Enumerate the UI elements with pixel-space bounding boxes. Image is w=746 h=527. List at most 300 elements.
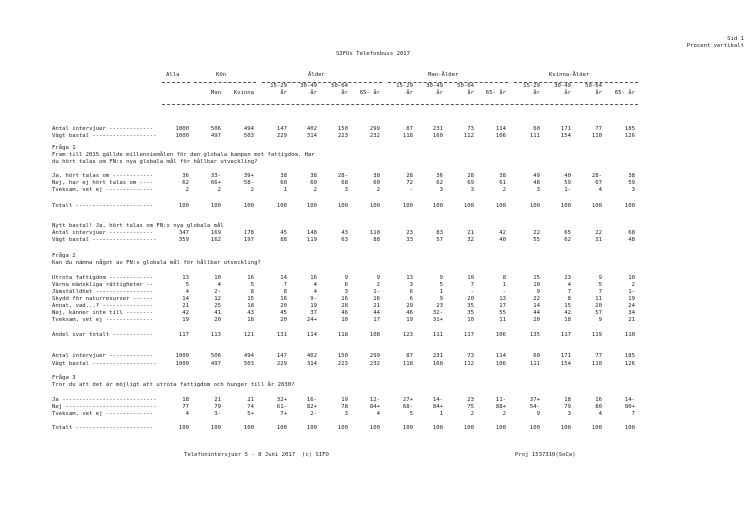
rule-group [194, 82, 256, 83]
table-cell: 31 [595, 237, 602, 243]
table-cell: 27+ [402, 397, 413, 403]
table-cell: 1- [628, 289, 635, 295]
table-cell: 100 [432, 203, 443, 209]
table-cell: 15 [564, 303, 571, 309]
table-cell: 100 [529, 203, 540, 209]
table-cell: 80 [595, 404, 602, 410]
group-kon: Kön [216, 72, 227, 78]
table-cell: 2 [502, 187, 506, 193]
table-cell: 16 [341, 296, 348, 302]
column-header: 15-29 [270, 83, 287, 89]
table-cell: 69 [467, 180, 474, 186]
table-cell: 10 [467, 317, 474, 323]
table-cell: 160 [432, 133, 443, 139]
question-text: Fram till 2015 gällde millenniemålen för den globala kampen mot fattigdom. Har [52, 152, 315, 158]
table-cell: 3 [470, 187, 474, 193]
table-cell: 2 [631, 282, 635, 288]
table-cell: 126 [624, 133, 635, 139]
table-cell: 73 [467, 353, 474, 359]
table-cell: 16 [280, 296, 287, 302]
table-cell: 100 [369, 203, 380, 209]
table-cell: 14- [432, 397, 443, 403]
table-cell: 100 [463, 203, 474, 209]
table-cell: 87 [406, 353, 413, 359]
column-header: 30-49 [300, 83, 317, 89]
table-cell: 494 [243, 126, 254, 132]
row-label: Nej, känner inte till -------- [52, 310, 154, 316]
table-cell: 14- [624, 397, 635, 403]
table-cell: 2 [217, 187, 221, 193]
table-cell: 4 [217, 282, 221, 288]
table-cell: 22 [595, 230, 602, 236]
table-cell: 119 [591, 332, 602, 338]
table-cell: 100 [243, 425, 254, 431]
table-cell: 84+ [432, 404, 443, 410]
table-cell: 100 [624, 203, 635, 209]
table-cell: 88+ [495, 404, 506, 410]
table-cell: 23 [436, 303, 443, 309]
table-cell: 19 [310, 303, 317, 309]
table-cell: 1 [283, 187, 287, 193]
table-cell: 33 [406, 237, 413, 243]
table-cell: 66+ [210, 180, 221, 186]
row-label: Antal intervjuer ------------- [52, 126, 154, 132]
table-cell: 74 [247, 404, 254, 410]
table-cell: 402 [306, 353, 317, 359]
table-cell: 5 [409, 411, 413, 417]
table-cell: 5 [439, 282, 443, 288]
table-cell: 9 [536, 289, 540, 295]
table-cell: 61 [499, 180, 506, 186]
table-cell: 3 [344, 187, 348, 193]
table-cell: 117 [463, 332, 474, 338]
table-cell: 110 [369, 230, 380, 236]
table-cell: 10 [467, 275, 474, 281]
table-cell: 5 [250, 282, 254, 288]
table-cell: 7 [567, 289, 571, 295]
table-cell: 65 [564, 230, 571, 236]
table-cell: 11 [595, 296, 602, 302]
table-cell: 59 [628, 180, 635, 186]
column-header: Man [210, 90, 221, 96]
table-cell: 150 [337, 126, 348, 132]
table-cell: 37+ [529, 397, 540, 403]
table-cell: 68- [402, 404, 413, 410]
table-cell: 62 [182, 180, 189, 186]
footer-source: Telefonintervjuer 5 - 8 Juni 2017 (c) SIFO [184, 452, 329, 458]
table-cell: 171 [560, 353, 571, 359]
table-cell: - [409, 187, 413, 193]
table-cell: 42 [182, 310, 189, 316]
table-cell: 13 [182, 275, 189, 281]
table-cell: 60 [533, 353, 540, 359]
row-label: Vägt bastal ------------------- [52, 237, 157, 243]
table-cell: 154 [560, 133, 571, 139]
table-cell: 59 [564, 180, 571, 186]
table-cell: 44 [533, 310, 540, 316]
table-cell: 3 [631, 187, 635, 193]
table-cell: 11 [499, 317, 506, 323]
table-cell: 114 [495, 353, 506, 359]
table-cell: 13 [406, 275, 413, 281]
table-cell: 4 [376, 411, 380, 417]
table-cell: 1 [502, 282, 506, 288]
table-cell: 42 [499, 230, 506, 236]
row-label: Nej --------------------------- [52, 404, 157, 410]
question-title: Fråga 1 [52, 145, 76, 151]
percent-type: Procent vertikalt [686, 43, 744, 49]
table-cell: 8 [502, 275, 506, 281]
table-cell: 19 [182, 317, 189, 323]
table-cell: 100 [402, 425, 413, 431]
table-cell: 100 [432, 425, 443, 431]
table-cell: 82+ [306, 404, 317, 410]
table-cell: 118 [337, 332, 348, 338]
table-cell: 19 [628, 296, 635, 302]
table-cell: 18 [564, 317, 571, 323]
table-cell: 16 [373, 296, 380, 302]
table-cell: 23 [564, 275, 571, 281]
table-cell: 112 [463, 361, 474, 367]
table-cell: 3 [344, 289, 348, 295]
row-label: Vägt bastal ------------------- [52, 361, 157, 367]
table-cell: 29 [406, 303, 413, 309]
row-label: Ja ---------------------------- [52, 397, 157, 403]
table-cell: 2 [376, 282, 380, 288]
column-header: år [280, 90, 287, 96]
table-cell: 10 [533, 282, 540, 288]
table-cell: 68 [341, 180, 348, 186]
table-cell: 4 [567, 282, 571, 288]
table-cell: 3- [214, 411, 221, 417]
table-cell: 41 [214, 310, 221, 316]
question-text: du hört talas om FN:s nya globala mål för hållbar utveckling? [52, 159, 258, 165]
table-cell: 20 [214, 317, 221, 323]
table-cell: 100 [495, 425, 506, 431]
column-header: år [467, 90, 474, 96]
table-cell: 58- [243, 180, 254, 186]
table-cell: 10 [214, 275, 221, 281]
table-cell: 38 [310, 173, 317, 179]
table-cell: 2 [250, 187, 254, 193]
table-cell: 4 [185, 289, 189, 295]
row-label: Utrota fattigdom ------------- [52, 275, 154, 281]
rule-group [162, 82, 190, 83]
column-header: 65- år [485, 90, 506, 96]
table-cell: 18 [564, 397, 571, 403]
table-cell: 19 [341, 397, 348, 403]
table-cell: 32+ [276, 397, 287, 403]
table-cell: 197 [243, 237, 254, 243]
table-cell: 113 [210, 332, 221, 338]
group-alder: Ålder [308, 72, 325, 78]
table-cell: 20 [595, 303, 602, 309]
table-cell: 32- [432, 310, 443, 316]
table-cell: 506 [210, 126, 221, 132]
table-cell: 10 [341, 317, 348, 323]
question-title: Fråga 3 [52, 375, 76, 381]
table-cell: 3 [536, 187, 540, 193]
table-cell: 118 [402, 361, 413, 367]
table-cell: 25 [214, 303, 221, 309]
row-label: Vägt bastal ------------------- [52, 133, 157, 139]
table-cell: 232 [369, 361, 380, 367]
table-cell: 111 [432, 332, 443, 338]
table-cell: 1000 [175, 353, 189, 359]
table-cell: 9 [598, 275, 602, 281]
table-cell: 83 [436, 230, 443, 236]
table-cell: 299 [369, 353, 380, 359]
table-cell: 4 [185, 411, 189, 417]
table-cell: 11- [495, 397, 506, 403]
table-cell: 24 [628, 303, 635, 309]
table-cell: 87 [406, 126, 413, 132]
table-cell: 7 [631, 411, 635, 417]
table-cell: 7 [470, 282, 474, 288]
table-cell: 119 [306, 237, 317, 243]
table-cell: 100 [337, 425, 348, 431]
column-header: år [595, 90, 602, 96]
table-cell: 42 [564, 310, 571, 316]
table-cell: 108 [369, 332, 380, 338]
table-cell: 16 [595, 397, 602, 403]
table-cell: 229 [276, 133, 287, 139]
table-cell: 61- [276, 404, 287, 410]
table-cell: 43 [341, 230, 348, 236]
column-header: 50-64 [457, 83, 474, 89]
column-header: år [341, 90, 348, 96]
table-cell: 7+ [280, 411, 287, 417]
table-cell: 150 [337, 353, 348, 359]
table-cell: 148 [306, 230, 317, 236]
table-cell: 497 [210, 133, 221, 139]
table-cell: 100 [210, 425, 221, 431]
table-cell: 38 [280, 173, 287, 179]
table-cell: 100 [210, 203, 221, 209]
table-cell: 359 [178, 237, 189, 243]
table-cell: 9 [598, 317, 602, 323]
table-cell: 299 [369, 126, 380, 132]
table-cell: 1000 [175, 126, 189, 132]
table-cell: 48 [628, 237, 635, 243]
table-cell: 1 [439, 289, 443, 295]
table-cell: 20 [280, 303, 287, 309]
table-cell: 178 [243, 230, 254, 236]
table-cell: 4 [313, 289, 317, 295]
table-cell: 35 [467, 310, 474, 316]
footer-project: Proj 1537310(SoCe) [515, 452, 576, 458]
table-cell: 14 [280, 275, 287, 281]
table-cell: 60 [280, 180, 287, 186]
table-cell: 117 [178, 332, 189, 338]
table-cell: 12- [369, 397, 380, 403]
table-cell: 18 [182, 397, 189, 403]
table-cell: 16 [310, 275, 317, 281]
table-cell: 28 [467, 173, 474, 179]
table-cell: 15 [247, 296, 254, 302]
table-cell: 9 [439, 296, 443, 302]
table-cell: 16- [306, 397, 317, 403]
table-cell: 160 [432, 361, 443, 367]
column-header: 50-64 [331, 83, 348, 89]
table-cell: 100 [560, 425, 571, 431]
table-cell: 135 [529, 332, 540, 338]
group-man-alder: Man-Ålder [428, 72, 459, 78]
row-label: Värna mänskliga rättigheter -- [52, 282, 154, 288]
question-title: Fråga 2 [52, 253, 76, 259]
table-cell: 46 [406, 310, 413, 316]
column-header: 15-29 [523, 83, 540, 89]
table-cell: 57 [595, 310, 602, 316]
table-cell: 9 [344, 275, 348, 281]
table-cell: 100 [306, 425, 317, 431]
table-cell: 503 [243, 361, 254, 367]
table-cell: 1000 [175, 133, 189, 139]
table-cell: 36 [182, 173, 189, 179]
table-cell: 8 [567, 296, 571, 302]
table-cell: 100 [337, 203, 348, 209]
row-label: Totalt ----------------------- [52, 203, 154, 209]
table-cell: 9 [439, 275, 443, 281]
table-cell: 223 [337, 361, 348, 367]
table-cell: 100 [369, 425, 380, 431]
table-cell: 185 [624, 126, 635, 132]
table-cell: 57 [436, 237, 443, 243]
table-cell: 2 [376, 187, 380, 193]
table-cell: 28 [341, 303, 348, 309]
table-cell: 22 [533, 230, 540, 236]
table-cell: 5 [185, 282, 189, 288]
table-cell: 19 [406, 317, 413, 323]
table-cell: 6 [344, 282, 348, 288]
table-cell: 185 [624, 353, 635, 359]
table-cell: 60 [533, 126, 540, 132]
table-cell: 21 [467, 230, 474, 236]
row-label: Ja, hört talas om ------------ [52, 173, 154, 179]
table-cell: 68 [628, 230, 635, 236]
table-cell: 117 [560, 332, 571, 338]
table-cell: 21 [214, 397, 221, 403]
table-cell: 1 [439, 411, 443, 417]
table-cell: 12 [214, 296, 221, 302]
table-cell: 4 [598, 411, 602, 417]
table-cell: 1- [373, 289, 380, 295]
table-cell: 62 [436, 180, 443, 186]
table-cell: 100 [591, 425, 602, 431]
table-cell: 223 [337, 133, 348, 139]
row-label: Antal intervjuer ------------- [52, 230, 154, 236]
table-cell: 100 [178, 425, 189, 431]
column-header: år [406, 90, 413, 96]
page-number: Sid 1 [727, 36, 744, 42]
table-cell: 2 [313, 187, 317, 193]
column-header: år [533, 90, 540, 96]
table-cell: 46 [341, 310, 348, 316]
table-cell: 79 [564, 404, 571, 410]
table-cell: 35 [467, 303, 474, 309]
table-cell: 14 [182, 296, 189, 302]
table-cell: 100 [243, 203, 254, 209]
column-header: 30-49 [426, 83, 443, 89]
table-cell: 55 [499, 310, 506, 316]
table-cell: 23 [467, 397, 474, 403]
table-cell: 2 [502, 411, 506, 417]
table-cell: 8 [250, 289, 254, 295]
group-kvinna-alder: Kvinna-Ålder [549, 72, 590, 78]
rule-header-bottom [162, 104, 638, 105]
table-cell: 506 [210, 353, 221, 359]
column-header: 30-49 [554, 83, 571, 89]
table-cell: - [470, 289, 474, 295]
table-cell: 9 [376, 275, 380, 281]
table-cell: 4 [598, 187, 602, 193]
table-cell: 131 [276, 332, 287, 338]
table-cell: 3 [439, 187, 443, 193]
table-cell: 21 [182, 303, 189, 309]
table-cell: 10 [628, 275, 635, 281]
table-cell: 100 [463, 425, 474, 431]
table-cell: 9- [310, 296, 317, 302]
column-header: år [564, 90, 571, 96]
table-cell: 20 [467, 296, 474, 302]
group-alla: Alla [166, 72, 180, 78]
table-cell: 3 [567, 411, 571, 417]
table-cell: 88 [373, 237, 380, 243]
table-cell: 114 [306, 332, 317, 338]
table-cell: 38 [499, 173, 506, 179]
table-cell: 28 [406, 173, 413, 179]
table-cell: 77 [595, 126, 602, 132]
table-cell: 54- [529, 404, 540, 410]
row-label: Annat, vad...? --------------- [52, 303, 154, 309]
table-cell: 31+ [432, 317, 443, 323]
table-cell: 8 [283, 289, 287, 295]
table-cell: 147 [276, 126, 287, 132]
table-cell: 100 [529, 425, 540, 431]
column-header: år [310, 90, 317, 96]
table-cell: 77 [182, 404, 189, 410]
table-cell: 1- [564, 187, 571, 193]
table-cell: 231 [432, 126, 443, 132]
table-cell: 4 [313, 282, 317, 288]
table-cell: 100 [276, 425, 287, 431]
table-cell: 63 [341, 237, 348, 243]
table-cell: 347 [178, 230, 189, 236]
table-cell: 100 [276, 203, 287, 209]
table-cell: 111 [529, 361, 540, 367]
table-cell: 3 [409, 282, 413, 288]
table-cell: 100 [178, 203, 189, 209]
table-cell: 9 [536, 411, 540, 417]
table-cell: 77 [595, 353, 602, 359]
table-cell: 106 [495, 332, 506, 338]
table-cell: 49 [533, 173, 540, 179]
table-cell: 55 [533, 237, 540, 243]
table-cell: 112 [463, 133, 474, 139]
table-cell: 73 [467, 126, 474, 132]
table-cell: 38 [628, 173, 635, 179]
table-cell: 21 [628, 317, 635, 323]
table-cell: 110 [624, 332, 635, 338]
table-cell: 88 [280, 237, 287, 243]
table-cell: 3 [344, 411, 348, 417]
table-cell: 39+ [243, 173, 254, 179]
table-cell: 48 [533, 180, 540, 186]
table-cell: 45 [280, 230, 287, 236]
table-cell: 231 [432, 353, 443, 359]
table-cell: 2 [470, 411, 474, 417]
table-cell: 6 [409, 296, 413, 302]
